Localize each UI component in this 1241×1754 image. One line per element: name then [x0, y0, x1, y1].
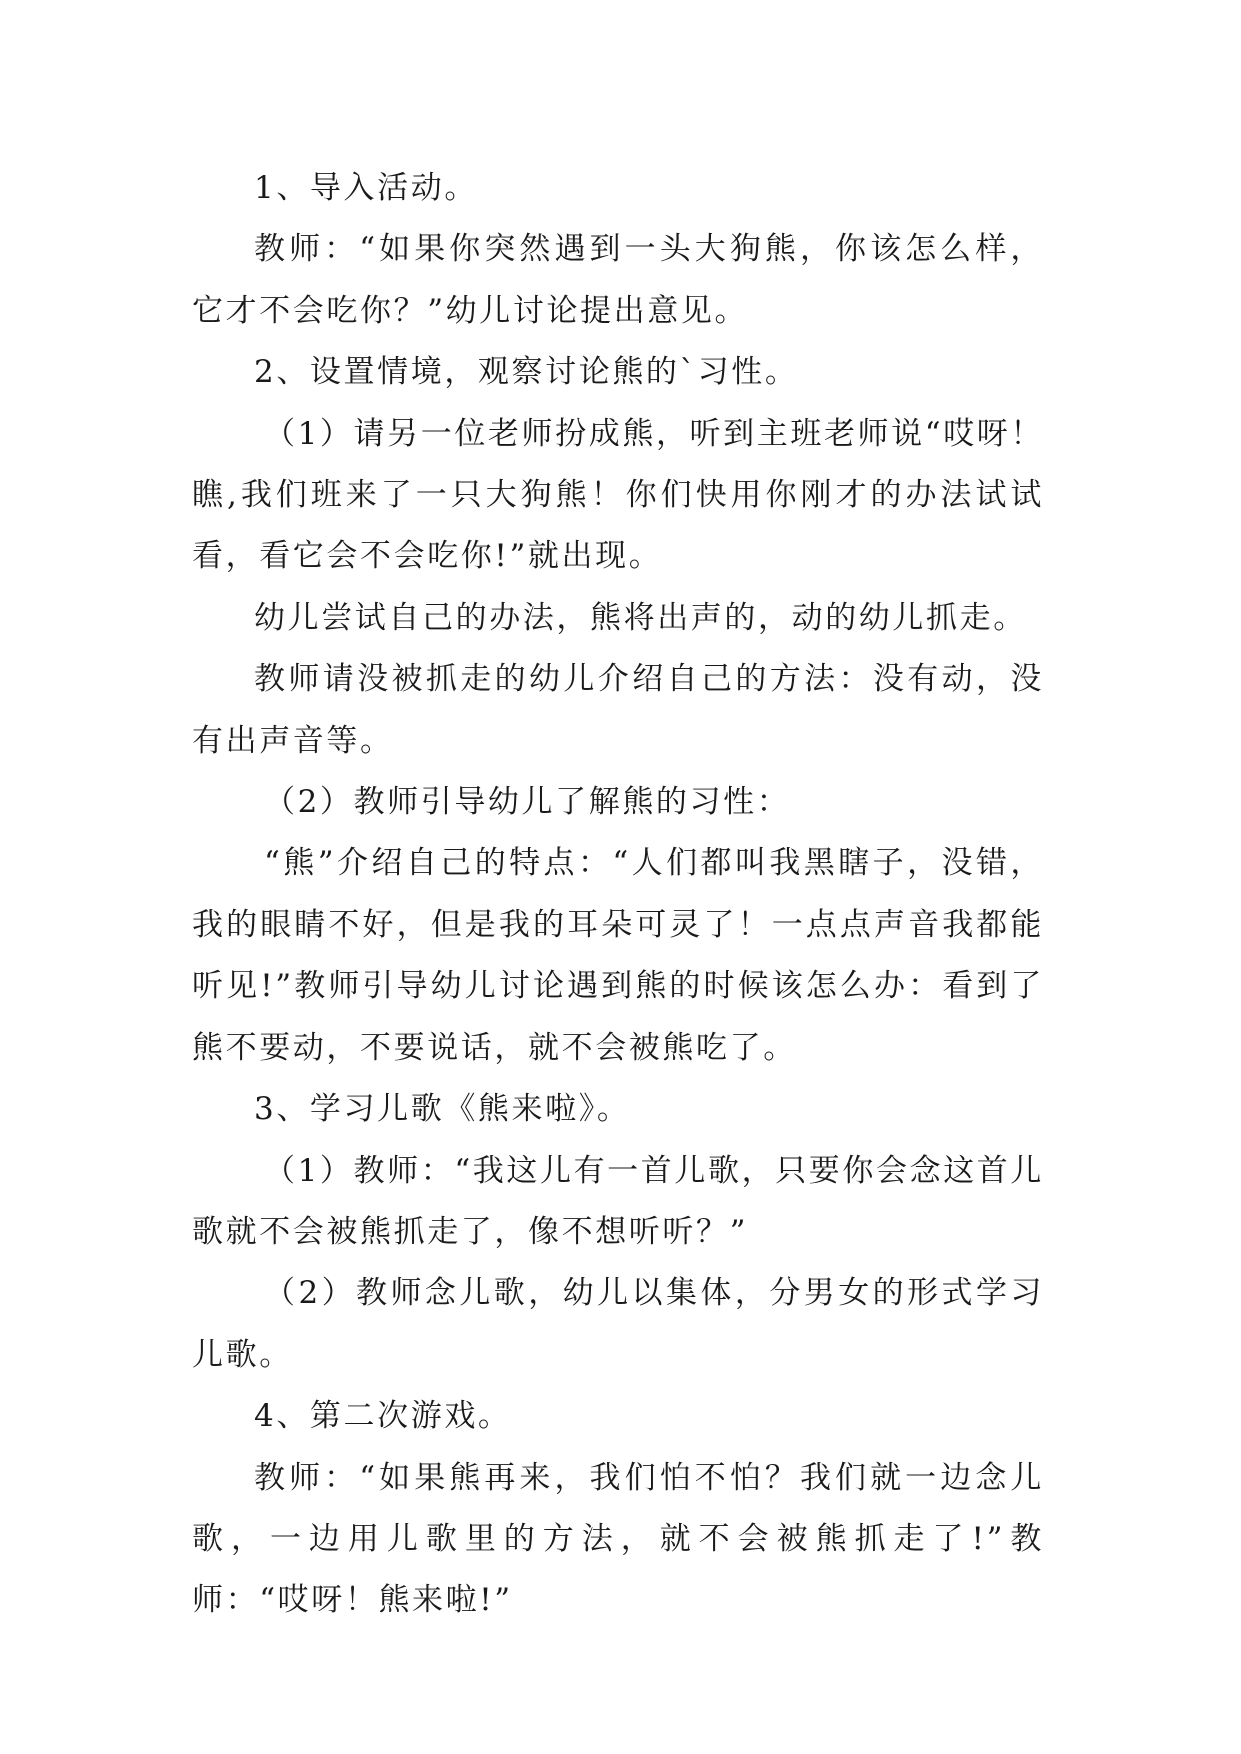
paragraph-step-2-1: （1）请另一位老师扮成熊，听到主班老师说“哎呀！瞧,我们班来了一只大狗熊！你们快用你刚才的办法试试看，看它会不会吃你!”就出现。 — [192, 415, 1044, 575]
paragraph-section-2-heading: 2、设置情境，观察讨论熊的`习性。 — [254, 354, 799, 391]
paragraph-teacher-asks-method: 教师请没被抓走的幼儿介绍自己的方法：没有动，没有出声音等。 — [192, 661, 1044, 759]
document-body — [192, 158, 1044, 1632]
paragraph-teacher-question: 教师：“如果你突然遇到一头大狗熊，你该怎么样，它才不会吃你？”幼儿讨论提出意见。 — [192, 231, 1044, 329]
paragraph-section-3-heading: 3、学习儿歌《熊来啦》。 — [254, 1091, 631, 1128]
paragraph-children-try: 幼儿尝试自己的办法，熊将出声的，动的幼儿抓走。 — [254, 599, 1027, 636]
paragraph-step-2-2: （2）教师引导幼儿了解熊的习性： — [264, 784, 791, 821]
paragraph-second-game: 教师：“如果熊再来，我们怕不怕？我们就一边念儿歌，一边用儿歌里的方法，就不会被熊抓走了!”教师：“哎呀！熊来啦!” — [192, 1459, 1044, 1619]
paragraph-bear-introduction: “熊”介绍自己的特点：“人们都叫我黑瞎子，没错，我的眼睛不好，但是我的耳朵可灵了！一点点声音我都能听见!”教师引导幼儿讨论遇到熊的时候该怎么办：看到了熊不要动，不要说话，就不会被熊吃了。 — [192, 845, 1044, 1066]
paragraph-step-3-2: （2）教师念儿歌，幼儿以集体，分男女的形式学习儿歌。 — [192, 1275, 1044, 1373]
paragraph-step-3-1: （1）教师：“我这儿有一首儿歌，只要你会念这首儿歌就不会被熊抓走了，像不想听听？” — [192, 1152, 1044, 1250]
paragraph-section-1-heading: 1、导入活动。 — [254, 170, 478, 206]
paragraph-section-4-heading: 4、第二次游戏。 — [254, 1398, 512, 1435]
